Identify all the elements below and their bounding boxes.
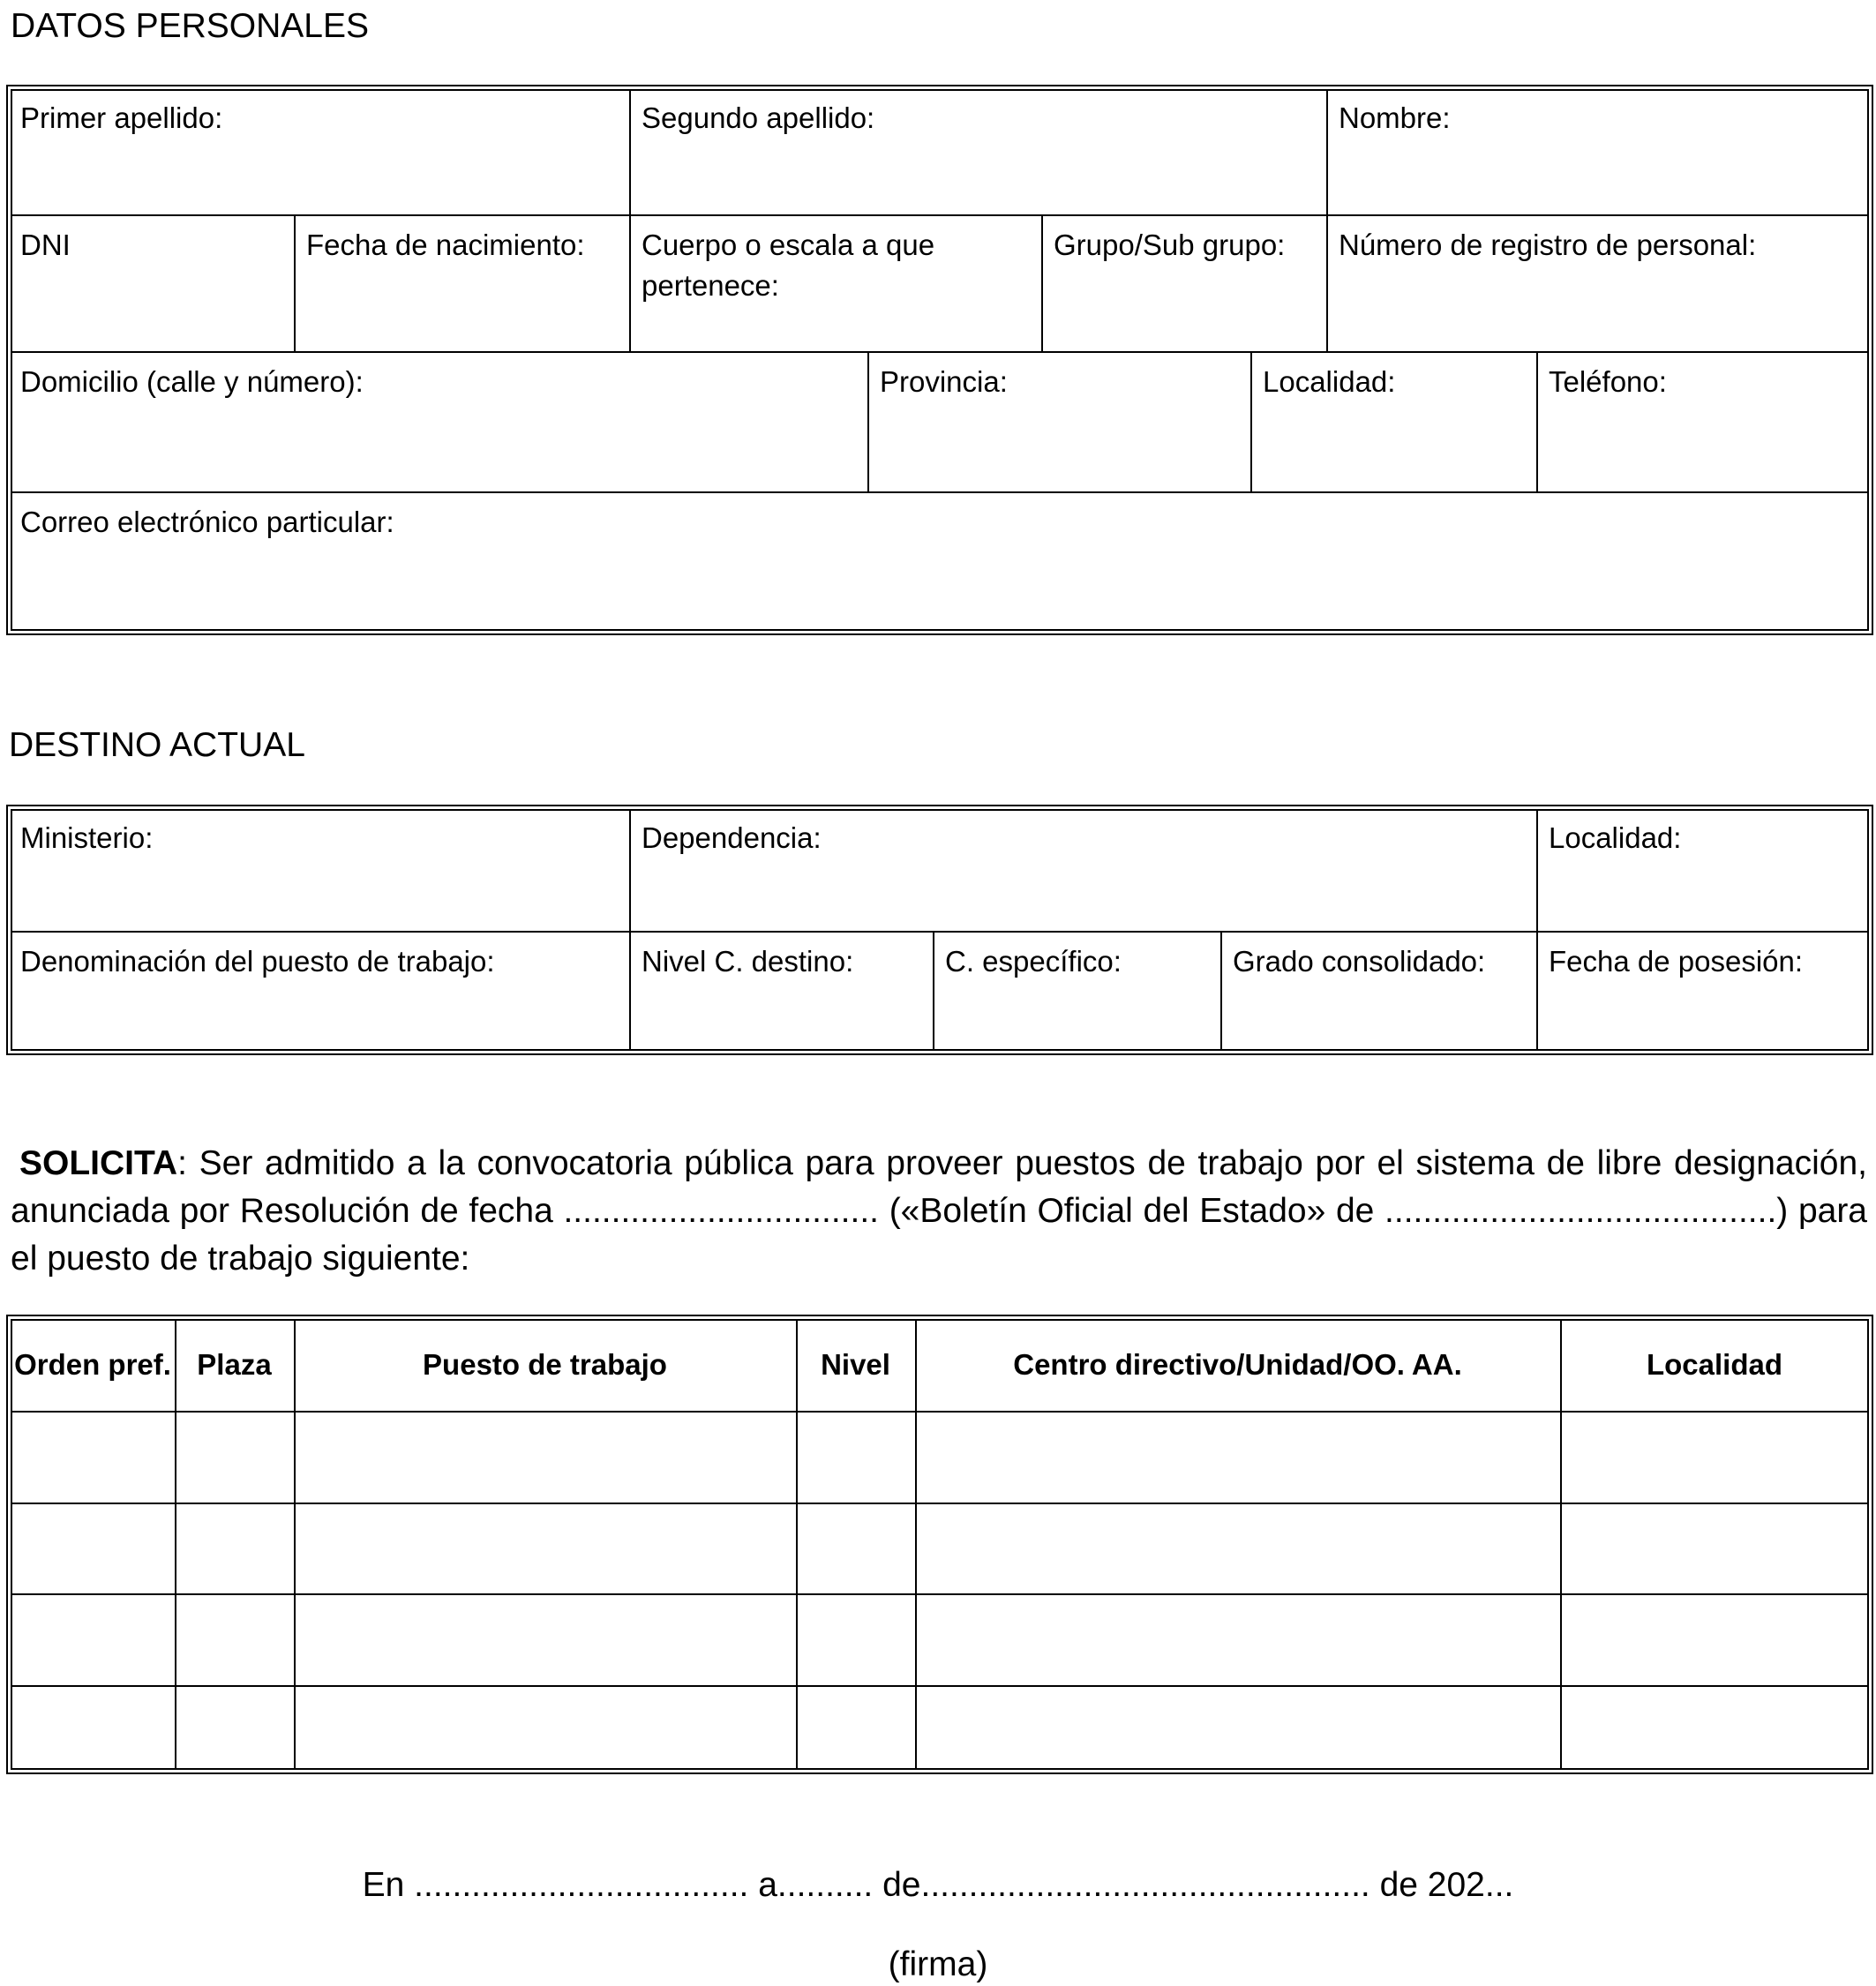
table-row[interactable] bbox=[11, 1413, 1869, 1503]
header-orden-pref: Orden pref. bbox=[14, 1348, 171, 1381]
correo-field[interactable]: Correo electrónico particular: bbox=[20, 506, 394, 538]
solicita-label: SOLICITA bbox=[19, 1144, 178, 1182]
dependencia-field[interactable]: Dependencia: bbox=[642, 821, 822, 854]
header-plaza: Plaza bbox=[197, 1348, 272, 1381]
dni-field[interactable]: DNI bbox=[20, 229, 71, 261]
nivel-destino-field[interactable]: Nivel C. destino: bbox=[642, 945, 854, 978]
section-title-destino-actual: DESTINO ACTUAL bbox=[9, 726, 305, 764]
header-centro-directivo: Centro directivo/Unidad/OO. AA. bbox=[1013, 1348, 1462, 1381]
primer-apellido-field[interactable]: Primer apellido: bbox=[20, 101, 223, 134]
destino-localidad-field[interactable]: Localidad: bbox=[1549, 821, 1682, 854]
nrp-field[interactable]: Número de registro de personal: bbox=[1339, 229, 1757, 261]
section-title-datos-personales: DATOS PERSONALES bbox=[11, 7, 370, 45]
table-row[interactable] bbox=[11, 1504, 1869, 1593]
provincia-field[interactable]: Provincia: bbox=[880, 365, 1008, 398]
table-row[interactable] bbox=[11, 1687, 1869, 1770]
c-especifico-field[interactable]: C. específico: bbox=[945, 945, 1122, 978]
solicita-paragraph bbox=[11, 1140, 1867, 1283]
place-date-line: En ................................... a.......... de............................................... de 202... bbox=[362, 1866, 1514, 1904]
ministerio-field[interactable]: Ministerio: bbox=[20, 821, 154, 854]
fecha-posesion-field[interactable]: Fecha de posesión: bbox=[1549, 945, 1804, 978]
grupo-field[interactable]: Grupo/Sub grupo: bbox=[1054, 229, 1286, 261]
table-row[interactable] bbox=[11, 1595, 1869, 1685]
denominacion-field[interactable]: Denominación del puesto de trabajo: bbox=[20, 945, 495, 978]
header-nivel: Nivel bbox=[821, 1348, 890, 1381]
grado-consolidado-field[interactable]: Grado consolidado: bbox=[1233, 945, 1486, 978]
domicilio-field[interactable]: Domicilio (calle y número): bbox=[20, 365, 364, 398]
header-localidad: Localidad bbox=[1646, 1348, 1783, 1381]
solicita-text: : Ser admitido a la convocatoria pública para proveer puestos de trabajo por el sistema de libre designación, anunciada por Resolución de fecha ................................. («Boletín Oficial del Estado» de .........................................) para el puesto de trabajo siguiente: bbox=[11, 1144, 1867, 1278]
telefono-field[interactable]: Teléfono: bbox=[1549, 365, 1667, 398]
segundo-apellido-field[interactable]: Segundo apellido: bbox=[642, 101, 875, 134]
nombre-field[interactable]: Nombre: bbox=[1339, 101, 1451, 134]
signature-label: (firma) bbox=[888, 1945, 988, 1983]
fecha-nacimiento-field[interactable]: Fecha de nacimiento: bbox=[306, 229, 585, 261]
header-puesto-trabajo: Puesto de trabajo bbox=[423, 1348, 667, 1381]
localidad-field[interactable]: Localidad: bbox=[1263, 365, 1396, 398]
cuerpo-escala-field[interactable]: Cuerpo o escala a que pertenece: bbox=[642, 229, 935, 302]
